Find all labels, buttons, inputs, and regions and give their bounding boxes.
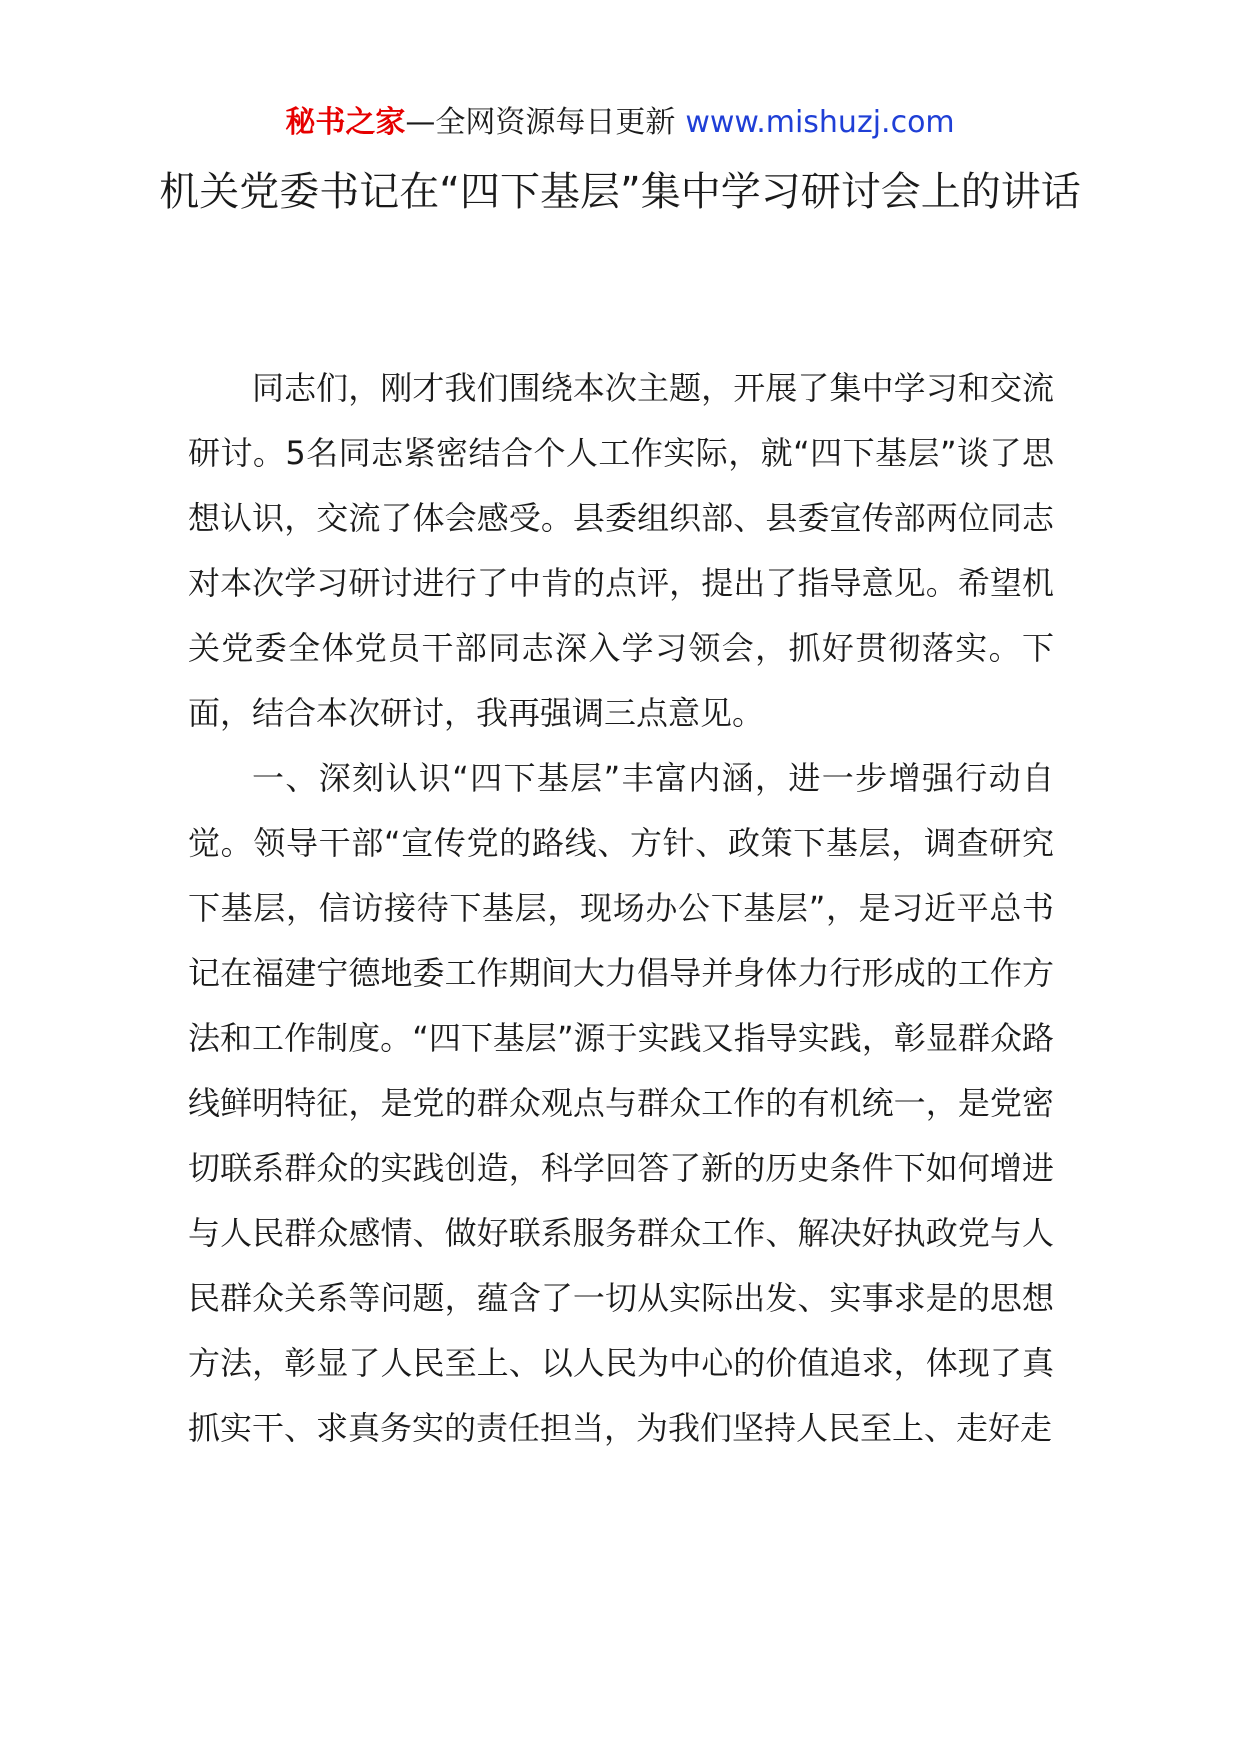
document-title: 机关党委书记在“四下基层”集中学习研讨会上的讲话 bbox=[159, 169, 1081, 215]
section-one-paragraph bbox=[188, 746, 1054, 1461]
brand-name: 秘书之家 bbox=[285, 105, 406, 140]
section-one-heading: 一、深刻认识“四下基层”丰富内涵，进一步增强行动自觉。 bbox=[188, 759, 1054, 862]
site-url-link[interactable]: www.mishuzj.com bbox=[685, 105, 955, 140]
opening-paragraph: 同志们，刚才我们围绕本次主题，开展了集中学习和交流研讨。5名同志紧密结合个人工作实际，就“四下基层”谈了思想认识，交流了体会感受。县委组织部、县委宣传部两位同志对本次学习研讨进行了中肯的点评，提出了指导意见。希望机关党委全体党员干部同志深入学习领会，抓好贯彻落实。下面，结合本次研讨，我再强调三点意见。 bbox=[188, 369, 1054, 732]
header-tagline: —全网资源每日更新 bbox=[405, 105, 676, 140]
section-one-text: 领导干部“宣传党的路线、方针、政策下基层，调查研究下基层，信访接待下基层，现场办公下基层”，是习近平总书记在福建宁德地委工作期间大力倡导并身体力行形成的工作方法和工作制度。“四下基层”源于实践又指导实践，彰显群众路线鲜明特征，是党的群众观点与群众工作的有机统一，是党密切联系群众的实践创造，科学回答了新的历史条件下如何增进与人民群众感情、做好联系服务群众工作、解决好执政党与人民群众关系等问题，蕴含了一切从实际出发、实事求是的思想方法，彰显了人民至上、以人民为中心的价值追求，体现了真抓实干、求真务实的责任担当，为我们坚持人民至上、走好走 bbox=[188, 824, 1054, 1447]
document-body bbox=[188, 356, 1054, 1461]
site-header bbox=[0, 103, 1240, 143]
